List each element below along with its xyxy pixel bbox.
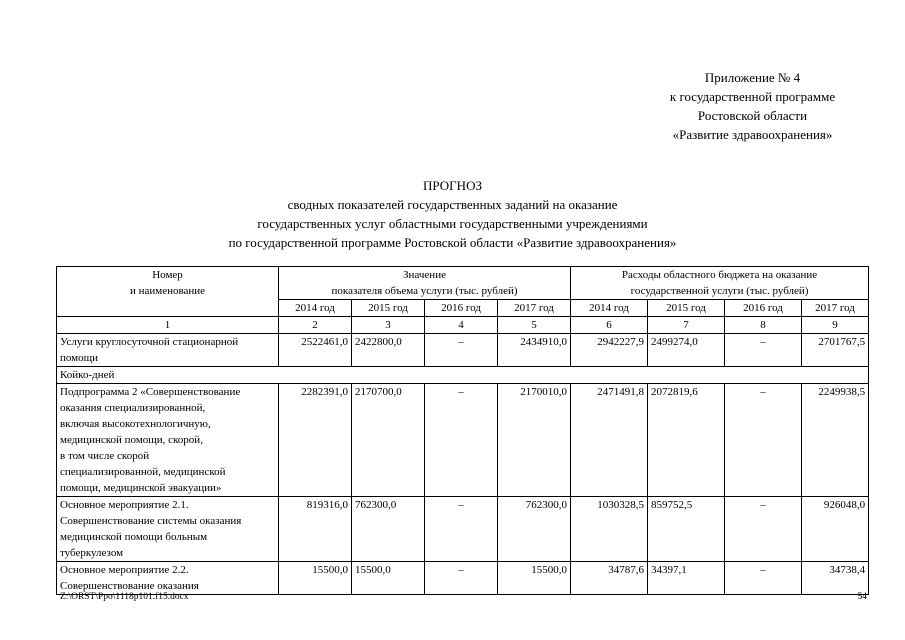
value-cell: 2072819,6 xyxy=(648,384,725,497)
row-name-line: помощи, медицинской эвакуации» xyxy=(60,482,222,494)
value-cell: 926048,0 xyxy=(802,497,869,562)
column-numbers-row xyxy=(57,317,869,334)
header-text: и наименование xyxy=(129,285,206,297)
title-line: сводных показателей государственных заданий на оказание xyxy=(287,197,618,212)
appendix-line: «Развитие здравоохранения» xyxy=(672,127,833,142)
row-name-line: Услуги круглосуточной стационарной xyxy=(60,336,239,348)
appendix-note xyxy=(630,68,875,144)
row-name-line: включая высокотехнологичную, xyxy=(60,418,211,430)
row-name-line: специализированной, медицинской xyxy=(60,466,226,478)
value-cell: – xyxy=(725,384,802,497)
value-cell: 34397,1 xyxy=(648,562,725,595)
value-cell: – xyxy=(425,497,498,562)
column-number-cell: 4 xyxy=(425,317,498,334)
footer-page-number: 54 xyxy=(857,592,867,602)
header-text: Номер xyxy=(152,269,183,281)
column-number-cell: 7 xyxy=(648,317,725,334)
appendix-line: Приложение № 4 xyxy=(704,70,801,85)
appendix-line: к государственной программе xyxy=(669,89,836,104)
value-cell: 2471491,8 xyxy=(571,384,648,497)
header-year-cell: 2015 год xyxy=(352,300,425,317)
footer-file-path: Z:\ORST\Ppo\1118p101.f15.docx xyxy=(60,592,189,602)
value-cell: 819316,0 xyxy=(279,497,352,562)
header-year-cell: 2014 год xyxy=(571,300,648,317)
table-row xyxy=(57,562,869,595)
header-year-cell: 2017 год xyxy=(498,300,571,317)
value-cell: 762300,0 xyxy=(352,497,425,562)
row-name-line: Совершенствование оказания xyxy=(60,580,199,592)
value-cell: 2249938,5 xyxy=(802,384,869,497)
header-row xyxy=(57,267,869,300)
row-name-cell xyxy=(57,497,279,562)
value-cell: – xyxy=(425,384,498,497)
value-cell: – xyxy=(425,562,498,595)
value-cell: 2499274,0 xyxy=(648,334,725,367)
header-text: государственной услуги (тыс. рублей) xyxy=(630,285,809,297)
row-name-line: медицинской помощи больным xyxy=(60,531,208,543)
column-number-cell: 1 xyxy=(57,317,279,334)
value-cell: 2942227,9 xyxy=(571,334,648,367)
row-name-line: помощи xyxy=(60,352,98,364)
row-name-line: Совершенствование системы оказания xyxy=(60,515,242,527)
value-cell: – xyxy=(725,562,802,595)
value-cell: 859752,5 xyxy=(648,497,725,562)
title-heading: ПРОГНОЗ xyxy=(423,178,482,193)
header-year-cell: 2017 год xyxy=(802,300,869,317)
table-row xyxy=(57,384,869,497)
value-cell: 2434910,0 xyxy=(498,334,571,367)
row-name-cell xyxy=(57,334,279,367)
header-name-cell xyxy=(57,267,279,317)
value-cell: 34787,6 xyxy=(571,562,648,595)
header-year-cell: 2015 год xyxy=(648,300,725,317)
row-name-line: в том числе скорой xyxy=(60,450,150,462)
value-cell: 2282391,0 xyxy=(279,384,352,497)
header-expense-group xyxy=(571,267,869,300)
title-line: по государственной программе Ростовской области «Развитие здравоохранения» xyxy=(228,235,677,250)
row-name-line: Основное мероприятие 2.2. xyxy=(60,564,189,576)
value-cell: 2422800,0 xyxy=(352,334,425,367)
row-name-line: туберкулезом xyxy=(60,547,124,559)
table-row xyxy=(57,367,869,384)
column-number-cell: 5 xyxy=(498,317,571,334)
document-title xyxy=(0,176,905,252)
value-cell: 15500,0 xyxy=(498,562,571,595)
row-name-cell xyxy=(57,384,279,497)
forecast-table xyxy=(56,266,869,595)
row-name-line: Основное мероприятие 2.1. xyxy=(60,499,189,511)
column-number-cell: 6 xyxy=(571,317,648,334)
row-name-cell xyxy=(57,562,279,595)
value-cell: – xyxy=(725,334,802,367)
value-cell: 762300,0 xyxy=(498,497,571,562)
header-year-cell: 2014 год xyxy=(279,300,352,317)
header-year-cell: 2016 год xyxy=(725,300,802,317)
value-cell: 2170010,0 xyxy=(498,384,571,497)
value-cell: 15500,0 xyxy=(352,562,425,595)
column-number-cell: 9 xyxy=(802,317,869,334)
column-number-cell: 3 xyxy=(352,317,425,334)
table-row xyxy=(57,334,869,367)
column-number-cell: 2 xyxy=(279,317,352,334)
header-text: показателя объема услуги (тыс. рублей) xyxy=(331,285,518,297)
value-cell: 2701767,5 xyxy=(802,334,869,367)
table-row xyxy=(57,497,869,562)
column-number-cell: 8 xyxy=(725,317,802,334)
title-line: государственных услуг областными государственными учреждениями xyxy=(257,216,648,231)
row-name-line: медицинской помощи, скорой, xyxy=(60,434,203,446)
value-cell: 2170700,0 xyxy=(352,384,425,497)
value-cell: 15500,0 xyxy=(279,562,352,595)
value-cell: 1030328,5 xyxy=(571,497,648,562)
header-text: Значение xyxy=(403,269,446,281)
header-year-cell: 2016 год xyxy=(425,300,498,317)
value-cell: – xyxy=(725,497,802,562)
value-cell: – xyxy=(425,334,498,367)
value-cell: 2522461,0 xyxy=(279,334,352,367)
row-name-line: Подпрограмма 2 «Совершенствование xyxy=(60,386,241,398)
header-text: Расходы областного бюджета на оказание xyxy=(621,269,818,281)
row-name-line: оказания специализированной, xyxy=(60,402,206,414)
appendix-line: Ростовской области xyxy=(697,108,808,123)
unit-label-cell: Койко-дней xyxy=(57,367,869,384)
value-cell: 34738,4 xyxy=(802,562,869,595)
header-value-group xyxy=(279,267,571,300)
